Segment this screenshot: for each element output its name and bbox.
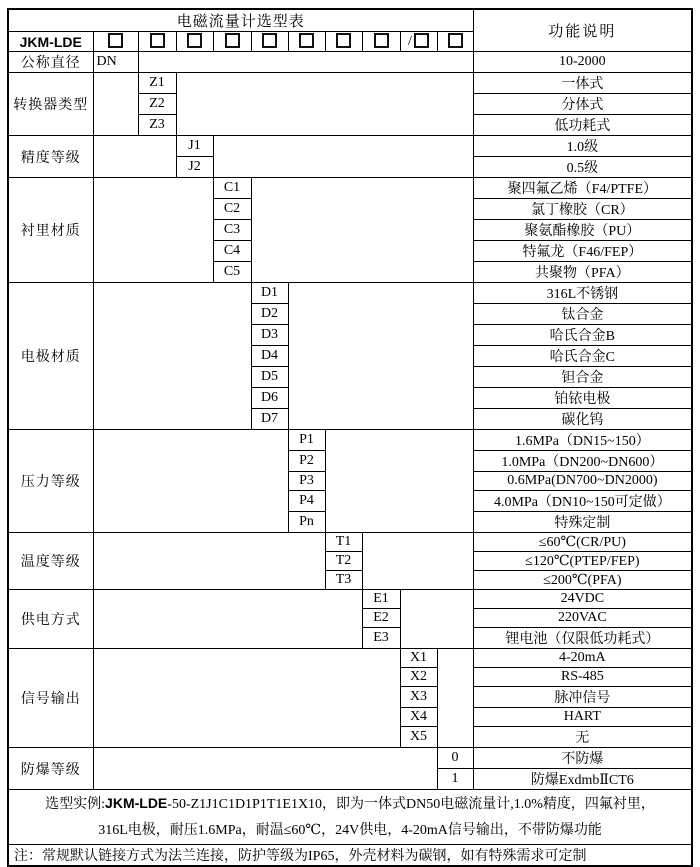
value-cell: 10-2000 xyxy=(473,52,692,73)
spacer-cell xyxy=(93,649,400,748)
value-cell: 24VDC xyxy=(473,590,692,609)
value-cell: 低功耗式 xyxy=(473,115,692,136)
section-label-power: 供电方式 xyxy=(8,590,93,649)
checkbox-icon[interactable] xyxy=(225,33,240,48)
code-cell: 0 xyxy=(437,748,473,769)
value-cell: 0.6MPa(DN700~DN2000) xyxy=(473,472,692,491)
spacer-cell xyxy=(93,590,362,649)
model-checkbox-cell-6[interactable] xyxy=(288,32,325,52)
value-cell: ≤60℃(CR/PU) xyxy=(473,533,692,552)
code-cell: D3 xyxy=(251,325,288,346)
section-label-lining: 衬里材质 xyxy=(8,178,93,283)
section-label-temperature: 温度等级 xyxy=(8,533,93,590)
value-cell: 1.0MPa（DN200~DN600） xyxy=(473,451,692,472)
spacer-cell xyxy=(93,136,176,178)
value-cell: 分体式 xyxy=(473,94,692,115)
value-cell: 316L不锈钢 xyxy=(473,283,692,304)
value-cell: ≤120℃(PTEP/FEP) xyxy=(473,552,692,571)
checkbox-icon[interactable] xyxy=(150,33,165,48)
code-cell: E2 xyxy=(362,609,400,628)
section-label-pressure: 压力等级 xyxy=(8,430,93,533)
code-cell: D5 xyxy=(251,367,288,388)
value-cell: HART xyxy=(473,708,692,727)
code-cell: C4 xyxy=(213,241,251,262)
code-cell: C1 xyxy=(213,178,251,199)
value-cell: 不防爆 xyxy=(473,748,692,769)
model-checkbox-cell-5[interactable] xyxy=(251,32,288,52)
code-cell: X1 xyxy=(400,649,437,668)
spacer-cell xyxy=(93,748,437,790)
value-cell: 防爆ExdmbⅡCT6 xyxy=(473,769,692,790)
code-cell: P3 xyxy=(288,472,325,491)
value-cell: 脉冲信号 xyxy=(473,687,692,708)
value-cell: 特氟龙（F46/FEP） xyxy=(473,241,692,262)
code-cell: Pn xyxy=(288,512,325,533)
code-cell: E1 xyxy=(362,590,400,609)
checkbox-icon[interactable] xyxy=(108,33,123,48)
function-header: 功能说明 xyxy=(473,9,692,52)
spacer-cell xyxy=(93,533,325,590)
example-prefix: 选型实例: xyxy=(45,797,106,812)
value-cell: 1.6MPa（DN15~150） xyxy=(473,430,692,451)
value-cell: 特殊定制 xyxy=(473,512,692,533)
value-cell: ≤200℃(PFA) xyxy=(473,571,692,590)
value-cell: RS-485 xyxy=(473,668,692,687)
value-cell: 1.0级 xyxy=(473,136,692,157)
checkbox-icon[interactable] xyxy=(374,33,389,48)
code-cell: X5 xyxy=(400,727,437,748)
checkbox-icon[interactable] xyxy=(262,33,277,48)
value-cell: 锂电池（仅限低功耗式） xyxy=(473,628,692,649)
checkbox-icon[interactable] xyxy=(448,33,463,48)
spacer-cell xyxy=(437,649,473,748)
code-cell: D6 xyxy=(251,388,288,409)
checkbox-icon[interactable] xyxy=(187,33,202,48)
note-text: 注：常规默认链接方式为法兰连接，防护等级为IP65，外壳材料为碳钢，如有特殊需求可定制 xyxy=(8,845,692,867)
value-cell: 0.5级 xyxy=(473,157,692,178)
code-cell: J2 xyxy=(176,157,213,178)
code-cell: C2 xyxy=(213,199,251,220)
code-cell: T3 xyxy=(325,571,362,590)
code-cell: T1 xyxy=(325,533,362,552)
model-checkbox-cell-2[interactable] xyxy=(138,32,176,52)
section-label-converter: 转换器类型 xyxy=(8,73,93,136)
value-cell: 共聚物（PFA） xyxy=(473,262,692,283)
model-checkbox-cell-7[interactable] xyxy=(325,32,362,52)
value-cell: 氯丁橡胶（CR） xyxy=(473,199,692,220)
value-cell: 220VAC xyxy=(473,609,692,628)
spacer-cell xyxy=(251,178,473,283)
code-cell: X3 xyxy=(400,687,437,708)
spacer-cell xyxy=(213,136,473,178)
code-cell: Z2 xyxy=(138,94,176,115)
example-line-1 xyxy=(9,790,691,818)
code-cell: C5 xyxy=(213,262,251,283)
checkbox-icon[interactable] xyxy=(414,33,429,48)
code-cell: Z3 xyxy=(138,115,176,136)
model-checkbox-cell-4[interactable] xyxy=(213,32,251,52)
model-checkbox-cell-8[interactable] xyxy=(362,32,400,52)
code-cell: J1 xyxy=(176,136,213,157)
code-cell: X4 xyxy=(400,708,437,727)
example-text xyxy=(8,790,692,845)
model-checkbox-cell-3[interactable] xyxy=(176,32,213,52)
value-cell: 一体式 xyxy=(473,73,692,94)
model-prefix: JKM-LDE xyxy=(8,32,93,52)
spacer-cell xyxy=(93,430,288,533)
value-cell: 铂铱电极 xyxy=(473,388,692,409)
checkbox-icon[interactable] xyxy=(299,33,314,48)
spacer-cell xyxy=(325,430,473,533)
page-title: 电磁流量计选型表 xyxy=(8,9,473,32)
spacer-cell xyxy=(93,283,251,430)
checkbox-icon[interactable] xyxy=(336,33,351,48)
section-label-diameter: 公称直径 xyxy=(8,52,93,73)
code-cell: 1 xyxy=(437,769,473,790)
code-cell: D7 xyxy=(251,409,288,430)
code-cell: D1 xyxy=(251,283,288,304)
value-cell: 钛合金 xyxy=(473,304,692,325)
spacer-cell xyxy=(288,283,473,430)
model-checkbox-cell-1[interactable] xyxy=(93,32,138,52)
code-cell: P4 xyxy=(288,491,325,512)
spacer-cell xyxy=(362,533,473,590)
code-cell: X2 xyxy=(400,668,437,687)
spacer-cell xyxy=(93,73,138,136)
code-cell: T2 xyxy=(325,552,362,571)
example-rest: -50-Z1J1C1D1P1T1E1X10，即为一体式DN50电磁流量计,1.0%精度，四氟衬里， xyxy=(167,797,655,812)
value-cell: 无 xyxy=(473,727,692,748)
spacer-cell xyxy=(400,590,473,649)
section-label-electrode: 电极材质 xyxy=(8,283,93,430)
spacer-cell xyxy=(138,52,473,73)
spacer-cell xyxy=(93,178,213,283)
section-label-explosion: 防爆等级 xyxy=(8,748,93,790)
example-model-code: JKM-LDE xyxy=(105,795,168,811)
value-cell: 4.0MPa（DN10~150可定做） xyxy=(473,491,692,512)
code-cell: P1 xyxy=(288,430,325,451)
code-cell: D2 xyxy=(251,304,288,325)
value-cell: 4-20mA xyxy=(473,649,692,668)
spec-table xyxy=(7,8,693,867)
example-line-2: 316L电极，耐压1.6MPa，耐温≤60℃，24V供电，4-20mA信号输出，不带防爆功能 xyxy=(98,823,602,838)
model-checkbox-cell-9[interactable] xyxy=(400,32,437,52)
code-cell: C3 xyxy=(213,220,251,241)
code-cell: D4 xyxy=(251,346,288,367)
code-cell: Z1 xyxy=(138,73,176,94)
value-cell: 聚四氟乙烯（F4/PTFE） xyxy=(473,178,692,199)
value-cell: 哈氏合金B xyxy=(473,325,692,346)
spacer-cell xyxy=(176,73,473,136)
slash-separator: / xyxy=(408,33,412,49)
value-cell: 碳化钨 xyxy=(473,409,692,430)
code-cell: P2 xyxy=(288,451,325,472)
code-cell: E3 xyxy=(362,628,400,649)
code-cell: DN xyxy=(93,52,138,73)
value-cell: 聚氨酯橡胶（PU） xyxy=(473,220,692,241)
section-label-accuracy: 精度等级 xyxy=(8,136,93,178)
section-label-signal: 信号输出 xyxy=(8,649,93,748)
value-cell: 哈氏合金C xyxy=(473,346,692,367)
model-checkbox-cell-10[interactable] xyxy=(437,32,473,52)
value-cell: 钽合金 xyxy=(473,367,692,388)
